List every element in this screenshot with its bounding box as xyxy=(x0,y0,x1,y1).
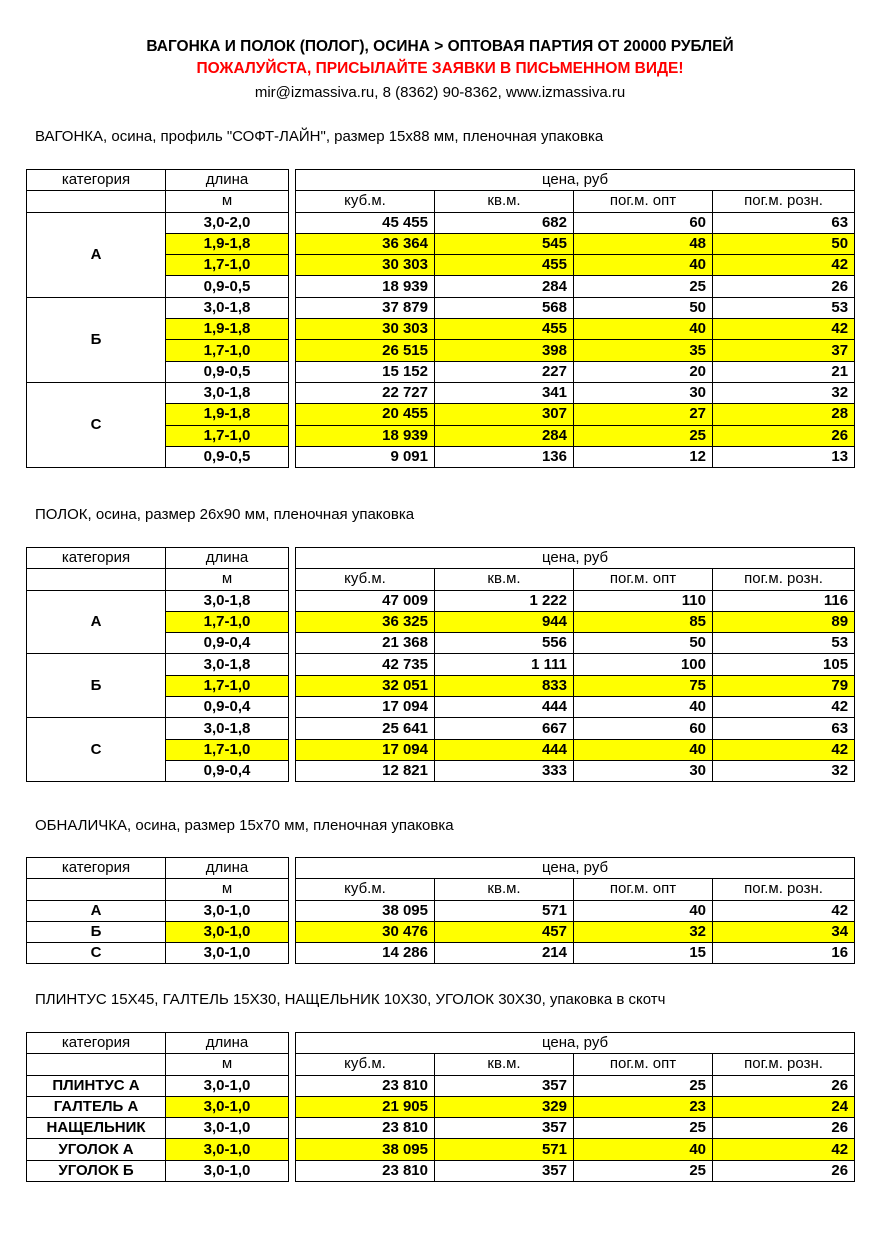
price-table xyxy=(26,857,855,964)
price-linear-wholesale-cell: 27 xyxy=(574,404,713,425)
table-header-row xyxy=(27,1033,855,1054)
table-subheader-row xyxy=(27,879,855,900)
price-linear-wholesale-cell: 30 xyxy=(574,760,713,781)
price-cubic-cell: 22 727 xyxy=(296,382,435,403)
price-square-cell: 214 xyxy=(435,943,574,964)
price-cubic-cell: 17 094 xyxy=(296,697,435,718)
column-header-linear-wholesale: пог.м. опт xyxy=(574,569,713,590)
price-linear-wholesale-cell: 40 xyxy=(574,319,713,340)
price-cubic-cell: 30 303 xyxy=(296,255,435,276)
table-row xyxy=(27,590,855,611)
price-linear-wholesale-cell: 35 xyxy=(574,340,713,361)
price-cubic-cell: 38 095 xyxy=(296,1139,435,1160)
column-gap xyxy=(289,858,296,964)
price-square-cell: 667 xyxy=(435,718,574,739)
price-table xyxy=(26,547,855,782)
price-table-vagonka xyxy=(26,169,854,468)
price-linear-wholesale-cell: 20 xyxy=(574,361,713,382)
category-cell: Б xyxy=(27,654,166,718)
length-cell: 1,9-1,8 xyxy=(166,233,289,254)
category-cell: А xyxy=(27,212,166,297)
length-cell: 0,9-0,5 xyxy=(166,361,289,382)
length-cell: 1,7-1,0 xyxy=(166,675,289,696)
price-linear-wholesale-cell: 40 xyxy=(574,255,713,276)
length-cell: 3,0-1,0 xyxy=(166,921,289,942)
category-cell: УГОЛОК А xyxy=(27,1139,166,1160)
price-cubic-cell: 42 735 xyxy=(296,654,435,675)
price-linear-retail-cell: 13 xyxy=(713,446,855,467)
category-cell: А xyxy=(27,590,166,654)
table-row xyxy=(27,921,855,942)
price-linear-retail-cell: 32 xyxy=(713,760,855,781)
length-cell: 3,0-1,0 xyxy=(166,1075,289,1096)
price-square-cell: 333 xyxy=(435,760,574,781)
price-linear-wholesale-cell: 25 xyxy=(574,425,713,446)
price-linear-wholesale-cell: 25 xyxy=(574,276,713,297)
price-cubic-cell: 32 051 xyxy=(296,675,435,696)
price-linear-retail-cell: 53 xyxy=(713,633,855,654)
price-square-cell: 571 xyxy=(435,900,574,921)
price-square-cell: 357 xyxy=(435,1075,574,1096)
price-square-cell: 444 xyxy=(435,739,574,760)
column-header-cubic: куб.м. xyxy=(296,191,435,212)
price-linear-retail-cell: 105 xyxy=(713,654,855,675)
column-header-price: цена, руб xyxy=(296,170,855,191)
price-linear-retail-cell: 24 xyxy=(713,1096,855,1117)
column-header-linear-retail: пог.м. розн. xyxy=(713,1054,855,1075)
length-cell: 3,0-1,8 xyxy=(166,590,289,611)
price-linear-retail-cell: 26 xyxy=(713,1160,855,1181)
length-cell: 3,0-1,0 xyxy=(166,1160,289,1181)
price-cubic-cell: 38 095 xyxy=(296,900,435,921)
price-square-cell: 307 xyxy=(435,404,574,425)
column-header-empty xyxy=(27,1054,166,1075)
column-header-square: кв.м. xyxy=(435,1054,574,1075)
price-linear-retail-cell: 37 xyxy=(713,340,855,361)
price-square-cell: 455 xyxy=(435,255,574,276)
column-gap xyxy=(289,548,296,782)
table-row xyxy=(27,943,855,964)
column-header-linear-wholesale: пог.м. опт xyxy=(574,879,713,900)
column-header-length-unit: м xyxy=(166,191,289,212)
category-cell: С xyxy=(27,718,166,782)
column-header-square: кв.м. xyxy=(435,569,574,590)
price-cubic-cell: 17 094 xyxy=(296,739,435,760)
table-row xyxy=(27,1096,855,1117)
price-linear-wholesale-cell: 85 xyxy=(574,611,713,632)
table-header-row xyxy=(27,858,855,879)
price-linear-retail-cell: 42 xyxy=(713,1139,855,1160)
price-linear-wholesale-cell: 40 xyxy=(574,697,713,718)
table-row xyxy=(27,654,855,675)
price-linear-retail-cell: 63 xyxy=(713,718,855,739)
column-header-linear-wholesale: пог.м. опт xyxy=(574,191,713,212)
length-cell: 1,9-1,8 xyxy=(166,404,289,425)
price-square-cell: 556 xyxy=(435,633,574,654)
price-cubic-cell: 14 286 xyxy=(296,943,435,964)
price-square-cell: 457 xyxy=(435,921,574,942)
column-header-linear-retail: пог.м. розн. xyxy=(713,191,855,212)
table-subheader-row xyxy=(27,191,855,212)
column-header-category: категория xyxy=(27,170,166,191)
length-cell: 0,9-0,4 xyxy=(166,697,289,718)
column-header-cubic: куб.м. xyxy=(296,1054,435,1075)
price-linear-retail-cell: 42 xyxy=(713,739,855,760)
price-cubic-cell: 45 455 xyxy=(296,212,435,233)
category-cell: ПЛИНТУС А xyxy=(27,1075,166,1096)
price-linear-wholesale-cell: 60 xyxy=(574,718,713,739)
table-row xyxy=(27,212,855,233)
category-cell: УГОЛОК Б xyxy=(27,1160,166,1181)
price-linear-retail-cell: 26 xyxy=(713,276,855,297)
length-cell: 3,0-1,8 xyxy=(166,718,289,739)
price-square-cell: 357 xyxy=(435,1118,574,1139)
price-cubic-cell: 23 810 xyxy=(296,1118,435,1139)
length-cell: 3,0-1,0 xyxy=(166,1118,289,1139)
price-linear-wholesale-cell: 40 xyxy=(574,739,713,760)
length-cell: 3,0-2,0 xyxy=(166,212,289,233)
price-linear-retail-cell: 32 xyxy=(713,382,855,403)
price-linear-wholesale-cell: 25 xyxy=(574,1160,713,1181)
price-linear-wholesale-cell: 50 xyxy=(574,297,713,318)
notice-text: ПОЖАЛУЙСТА, ПРИСЫЛАЙТЕ ЗАЯВКИ В ПИСЬМЕННОМ ВИДЕ! xyxy=(196,60,684,77)
category-cell: ГАЛТЕЛЬ А xyxy=(27,1096,166,1117)
price-linear-retail-cell: 26 xyxy=(713,1075,855,1096)
price-linear-wholesale-cell: 23 xyxy=(574,1096,713,1117)
length-cell: 0,9-0,4 xyxy=(166,633,289,654)
column-header-length-unit: м xyxy=(166,879,289,900)
price-linear-retail-cell: 26 xyxy=(713,425,855,446)
price-square-cell: 944 xyxy=(435,611,574,632)
price-cubic-cell: 23 810 xyxy=(296,1160,435,1181)
table-row xyxy=(27,382,855,403)
price-cubic-cell: 23 810 xyxy=(296,1075,435,1096)
price-linear-wholesale-cell: 100 xyxy=(574,654,713,675)
price-square-cell: 455 xyxy=(435,319,574,340)
length-cell: 1,7-1,0 xyxy=(166,340,289,361)
price-square-cell: 136 xyxy=(435,446,574,467)
length-cell: 0,9-0,5 xyxy=(166,276,289,297)
category-cell: С xyxy=(27,943,166,964)
price-square-cell: 1 111 xyxy=(435,654,574,675)
length-cell: 1,7-1,0 xyxy=(166,739,289,760)
category-cell: С xyxy=(27,382,166,467)
length-cell: 3,0-1,0 xyxy=(166,943,289,964)
column-header-price: цена, руб xyxy=(296,1033,855,1054)
price-linear-wholesale-cell: 50 xyxy=(574,633,713,654)
price-square-cell: 568 xyxy=(435,297,574,318)
price-cubic-cell: 12 821 xyxy=(296,760,435,781)
category-cell: НАЩЕЛЬНИК xyxy=(27,1118,166,1139)
column-gap xyxy=(289,170,296,468)
table-row xyxy=(27,297,855,318)
price-cubic-cell: 21 368 xyxy=(296,633,435,654)
price-linear-retail-cell: 21 xyxy=(713,361,855,382)
price-square-cell: 444 xyxy=(435,697,574,718)
price-cubic-cell: 9 091 xyxy=(296,446,435,467)
length-cell: 3,0-1,0 xyxy=(166,1139,289,1160)
category-cell: Б xyxy=(27,921,166,942)
column-header-length: длина xyxy=(166,1033,289,1054)
table-row xyxy=(27,1075,855,1096)
price-linear-retail-cell: 63 xyxy=(713,212,855,233)
column-header-linear-wholesale: пог.м. опт xyxy=(574,1054,713,1075)
column-header-cubic: куб.м. xyxy=(296,879,435,900)
column-gap xyxy=(289,1033,296,1182)
price-table-polok xyxy=(26,547,854,782)
price-square-cell: 227 xyxy=(435,361,574,382)
price-square-cell: 284 xyxy=(435,425,574,446)
price-square-cell: 329 xyxy=(435,1096,574,1117)
column-header-price: цена, руб xyxy=(296,858,855,879)
price-square-cell: 284 xyxy=(435,276,574,297)
length-cell: 3,0-1,0 xyxy=(166,900,289,921)
column-header-linear-retail: пог.м. розн. xyxy=(713,569,855,590)
price-linear-wholesale-cell: 15 xyxy=(574,943,713,964)
table-row xyxy=(27,900,855,921)
price-linear-wholesale-cell: 30 xyxy=(574,382,713,403)
column-header-linear-retail: пог.м. розн. xyxy=(713,879,855,900)
price-table xyxy=(26,1032,855,1182)
price-linear-retail-cell: 42 xyxy=(713,319,855,340)
price-linear-retail-cell: 26 xyxy=(713,1118,855,1139)
column-header-length: длина xyxy=(166,858,289,879)
price-linear-retail-cell: 79 xyxy=(713,675,855,696)
price-linear-retail-cell: 42 xyxy=(713,900,855,921)
length-cell: 3,0-1,8 xyxy=(166,382,289,403)
column-header-category: категория xyxy=(27,858,166,879)
table-row xyxy=(27,1139,855,1160)
price-square-cell: 357 xyxy=(435,1160,574,1181)
length-cell: 1,7-1,0 xyxy=(166,425,289,446)
price-cubic-cell: 26 515 xyxy=(296,340,435,361)
price-cubic-cell: 25 641 xyxy=(296,718,435,739)
page-title: ВАГОНКА И ПОЛОК (ПОЛОГ), ОСИНА > ОПТОВАЯ ПАРТИЯ ОТ 20000 РУБЛЕЙ xyxy=(146,38,734,55)
column-header-empty xyxy=(27,191,166,212)
price-linear-wholesale-cell: 75 xyxy=(574,675,713,696)
price-linear-retail-cell: 53 xyxy=(713,297,855,318)
price-square-cell: 833 xyxy=(435,675,574,696)
price-square-cell: 545 xyxy=(435,233,574,254)
column-header-length-unit: м xyxy=(166,569,289,590)
price-linear-wholesale-cell: 40 xyxy=(574,900,713,921)
price-square-cell: 682 xyxy=(435,212,574,233)
price-linear-wholesale-cell: 25 xyxy=(574,1075,713,1096)
table-subheader-row xyxy=(27,569,855,590)
section-title-vagonka: ВАГОНКА, осина, профиль "СОФТ-ЛАЙН", размер 15х88 мм, пленочная упаковка xyxy=(35,128,604,145)
column-header-square: кв.м. xyxy=(435,191,574,212)
length-cell: 3,0-1,0 xyxy=(166,1096,289,1117)
price-linear-retail-cell: 28 xyxy=(713,404,855,425)
length-cell: 3,0-1,8 xyxy=(166,654,289,675)
contacts-text: mir@izmassiva.ru, 8 (8362) 90-8362, www.izmassiva.ru xyxy=(254,84,626,101)
price-linear-retail-cell: 42 xyxy=(713,255,855,276)
price-cubic-cell: 47 009 xyxy=(296,590,435,611)
column-header-square: кв.м. xyxy=(435,879,574,900)
price-linear-retail-cell: 42 xyxy=(713,697,855,718)
length-cell: 1,9-1,8 xyxy=(166,319,289,340)
column-header-price: цена, руб xyxy=(296,548,855,569)
price-cubic-cell: 37 879 xyxy=(296,297,435,318)
category-cell: Б xyxy=(27,297,166,382)
price-linear-retail-cell: 89 xyxy=(713,611,855,632)
length-cell: 0,9-0,5 xyxy=(166,446,289,467)
price-linear-retail-cell: 16 xyxy=(713,943,855,964)
price-linear-wholesale-cell: 40 xyxy=(574,1139,713,1160)
category-cell: А xyxy=(27,900,166,921)
price-cubic-cell: 18 939 xyxy=(296,425,435,446)
table-subheader-row xyxy=(27,1054,855,1075)
price-square-cell: 398 xyxy=(435,340,574,361)
column-header-category: категория xyxy=(27,1033,166,1054)
price-linear-wholesale-cell: 25 xyxy=(574,1118,713,1139)
price-linear-wholesale-cell: 32 xyxy=(574,921,713,942)
price-table-obnalichka xyxy=(26,857,854,964)
price-square-cell: 1 222 xyxy=(435,590,574,611)
column-header-cubic: куб.м. xyxy=(296,569,435,590)
price-cubic-cell: 15 152 xyxy=(296,361,435,382)
price-cubic-cell: 36 364 xyxy=(296,233,435,254)
length-cell: 0,9-0,4 xyxy=(166,760,289,781)
section-title-plintus: ПЛИНТУС 15Х45, ГАЛТЕЛЬ 15Х30, НАЩЕЛЬНИК 10Х30, УГОЛОК 30Х30, упаковка в скотч xyxy=(35,991,666,1008)
section-title-polok: ПОЛОК, осина, размер 26х90 мм, пленочная упаковка xyxy=(35,506,415,523)
price-linear-retail-cell: 34 xyxy=(713,921,855,942)
section-title-obnalichka: ОБНАЛИЧКА, осина, размер 15х70 мм, пленочная упаковка xyxy=(35,817,454,834)
price-square-cell: 571 xyxy=(435,1139,574,1160)
price-linear-wholesale-cell: 110 xyxy=(574,590,713,611)
price-linear-retail-cell: 116 xyxy=(713,590,855,611)
column-header-empty xyxy=(27,569,166,590)
table-header-row xyxy=(27,548,855,569)
length-cell: 1,7-1,0 xyxy=(166,611,289,632)
column-header-length: длина xyxy=(166,170,289,191)
price-linear-wholesale-cell: 60 xyxy=(574,212,713,233)
price-square-cell: 341 xyxy=(435,382,574,403)
table-row xyxy=(27,718,855,739)
price-linear-wholesale-cell: 12 xyxy=(574,446,713,467)
column-header-category: категория xyxy=(27,548,166,569)
price-cubic-cell: 20 455 xyxy=(296,404,435,425)
table-row xyxy=(27,1160,855,1181)
length-cell: 3,0-1,8 xyxy=(166,297,289,318)
column-header-empty xyxy=(27,879,166,900)
price-table-plintus xyxy=(26,1032,854,1182)
price-cubic-cell: 36 325 xyxy=(296,611,435,632)
price-cubic-cell: 21 905 xyxy=(296,1096,435,1117)
length-cell: 1,7-1,0 xyxy=(166,255,289,276)
price-cubic-cell: 18 939 xyxy=(296,276,435,297)
table-header-row xyxy=(27,170,855,191)
price-cubic-cell: 30 303 xyxy=(296,319,435,340)
price-table xyxy=(26,169,855,468)
column-header-length: длина xyxy=(166,548,289,569)
price-linear-wholesale-cell: 48 xyxy=(574,233,713,254)
price-cubic-cell: 30 476 xyxy=(296,921,435,942)
column-header-length-unit: м xyxy=(166,1054,289,1075)
table-row xyxy=(27,1118,855,1139)
price-linear-retail-cell: 50 xyxy=(713,233,855,254)
